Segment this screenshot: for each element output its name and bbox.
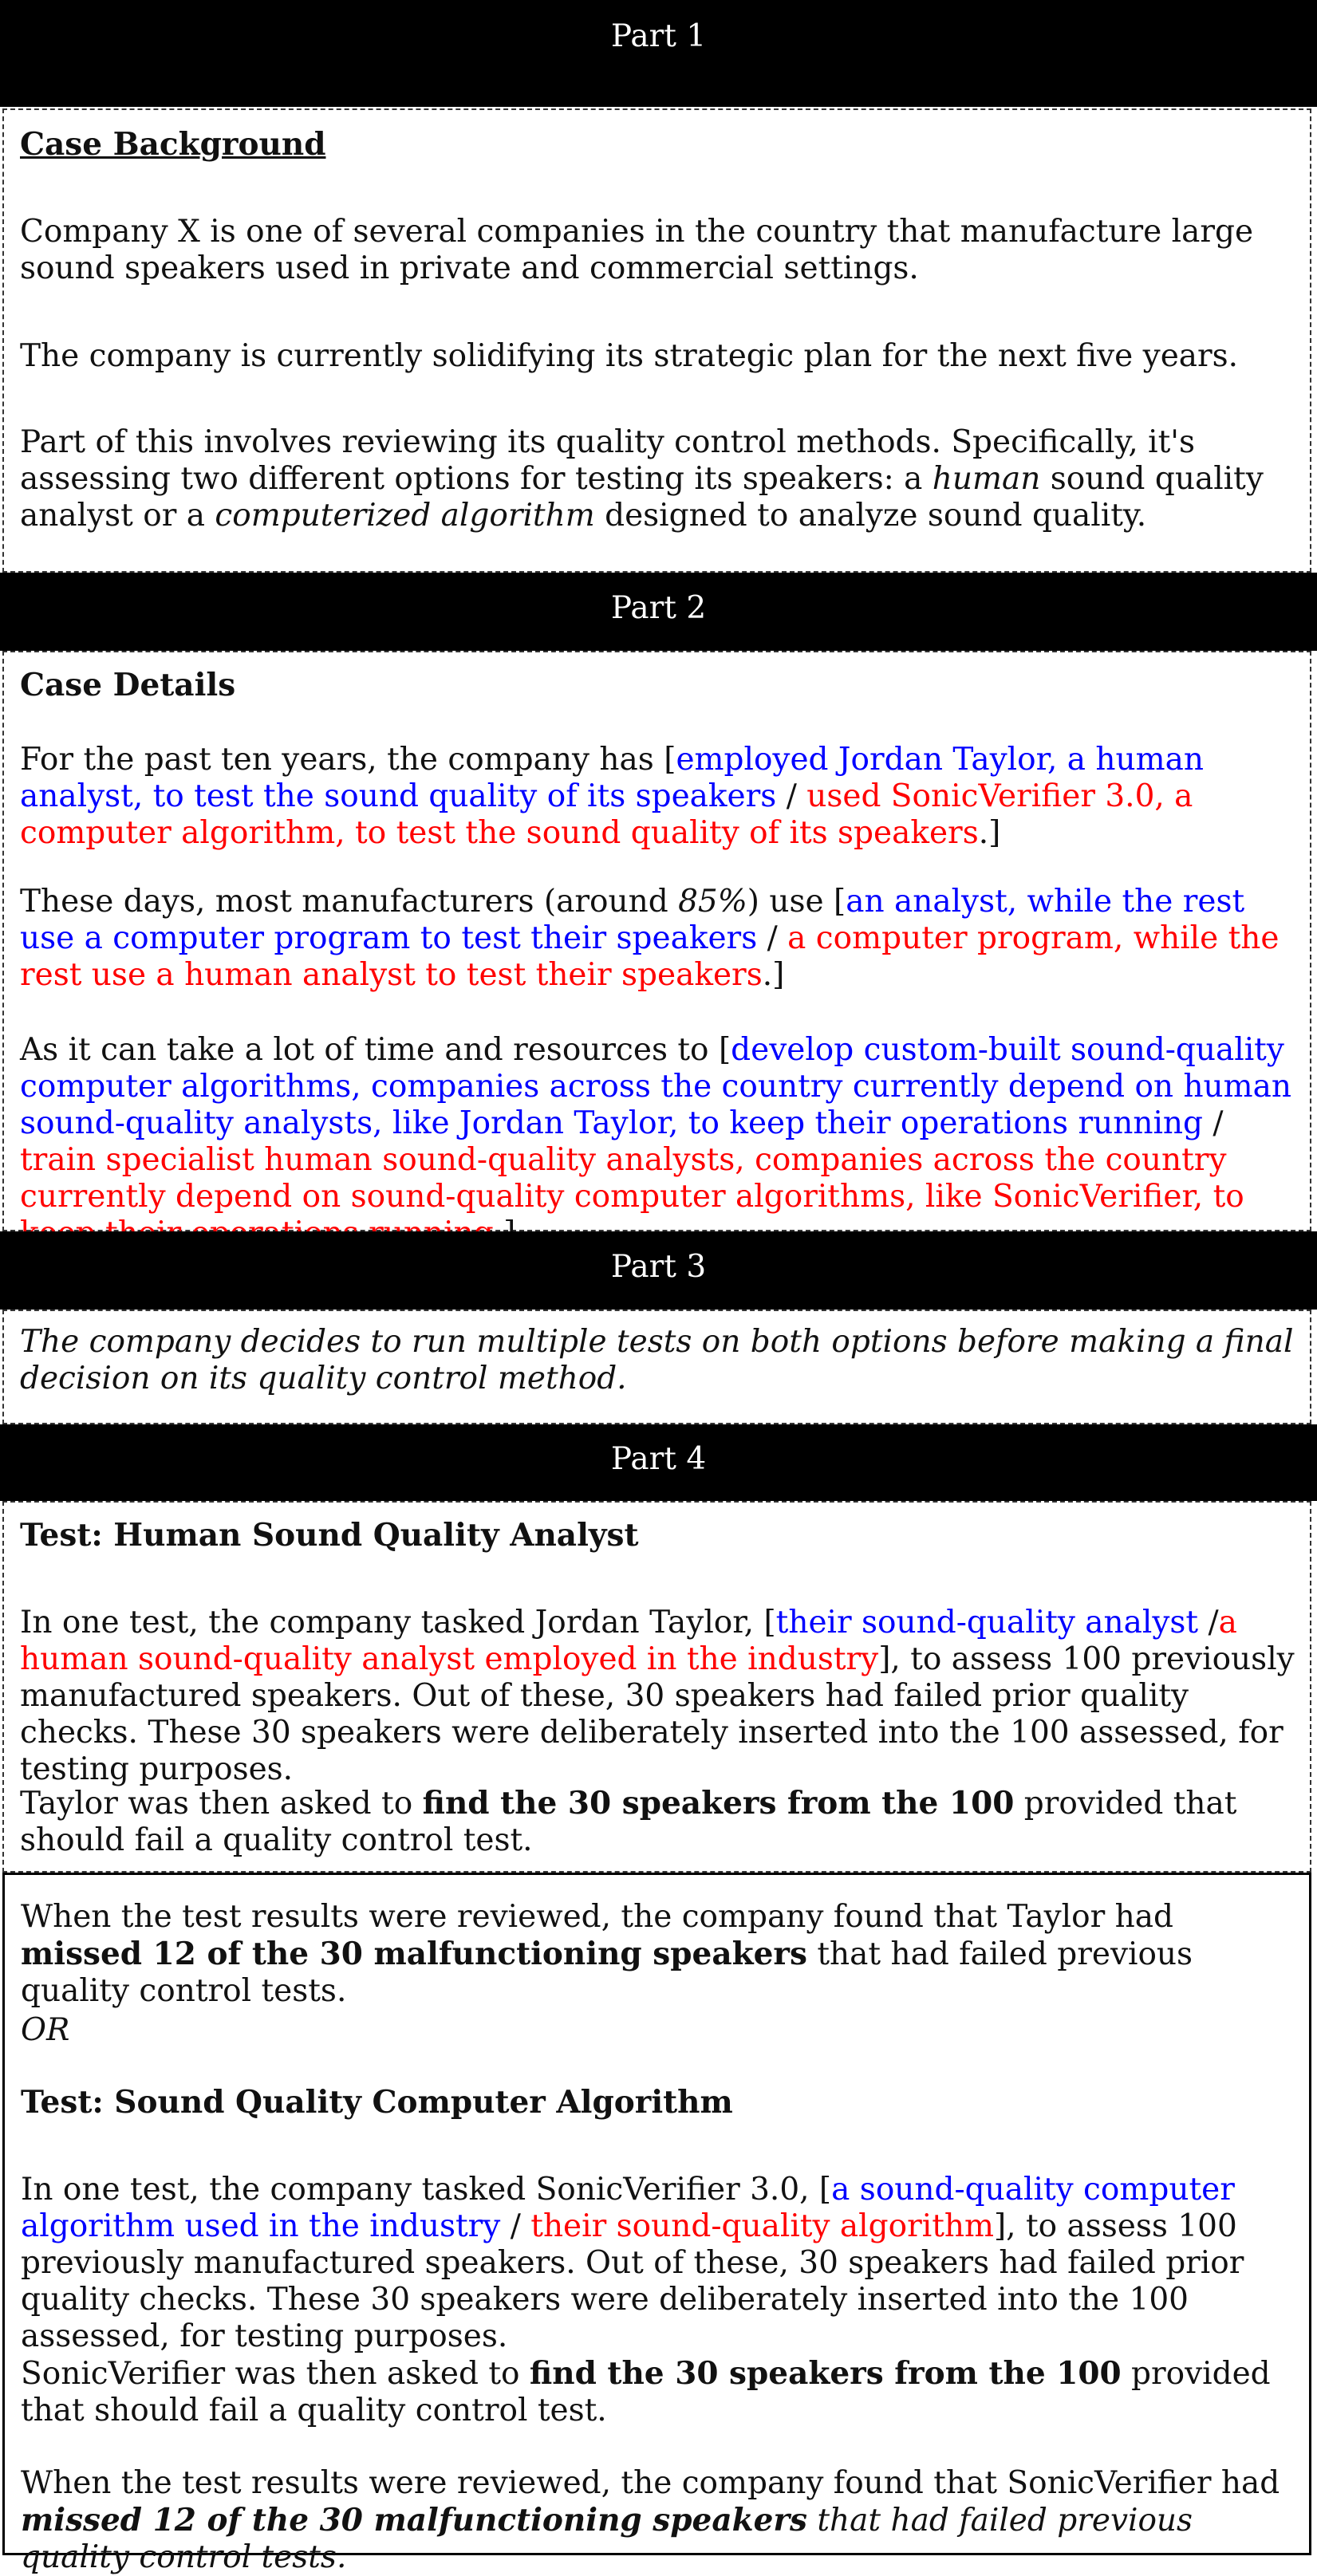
human-p1-text: In one test, the company tasked Jordan Taylor, [ — [20, 1605, 776, 1641]
results-and-algorithm-section — [2, 1873, 1311, 2575]
background-p3-text-b: sound quality analyst or a — [20, 461, 1264, 534]
case-background-section — [2, 108, 1311, 573]
algorithm-test-paragraph-1 — [21, 2172, 1296, 2355]
algorithm-p2-text-b: provided that should fail a quality control test. — [21, 2356, 1271, 2428]
option-a-text: develop custom-built sound-quality computer algorithms, companies across the country currently depend on human sound-quality analysts, like Jordan Taylor, to keep their operations running — [20, 1032, 1292, 1141]
human-test-heading: Test: Human Sound Quality Analyst — [20, 1517, 639, 1554]
option-a-text: an analyst, while the rest use a computer program to test their speakers — [20, 884, 1245, 956]
human-result-text-b: that had failed previous quality control tests. — [21, 1936, 1193, 2009]
algorithm-test-paragraph-2 — [21, 2355, 1296, 2429]
algorithm-p1-text-b: ], to assess 100 previously manufactured speakers. Out of these, 30 speakers had failed prior quality checks. These 30 speakers were deliberately inserted into the 100 assessed, for testing purposes. — [21, 2208, 1244, 2354]
details-p2-text: These days, most manufacturers (around — [20, 884, 679, 920]
algorithm-result-paragraph — [21, 2465, 1296, 2576]
background-paragraph-1: Company X is one of several companies in the country that manufacture large sound speakers used in private and commercial settings. — [20, 214, 1254, 286]
task-emphasis: find the 30 speakers from the 100 — [529, 2355, 1122, 2392]
option-b-text: a computer program, while the rest use a human analyst to test their speakers — [20, 920, 1280, 993]
option-close: .] — [762, 957, 785, 993]
human-test-paragraph-2 — [20, 1785, 1297, 1859]
details-paragraph-2 — [20, 884, 1297, 994]
task-emphasis: find the 30 speakers from the 100 — [422, 1785, 1015, 1822]
decision-text: The company decides to run multiple tests on both options before making a final decision on its quality control method. — [20, 1324, 1294, 1396]
option-b-text: their sound-quality algorithm — [530, 2208, 994, 2244]
decision-section — [2, 1310, 1311, 1424]
algorithm-emphasis: computerized algorithm — [215, 498, 595, 534]
option-separator: / — [1198, 1605, 1219, 1641]
part-3-header — [0, 1231, 1317, 1310]
case-background-heading: Case Background — [20, 126, 326, 163]
case-details-heading: Case Details — [20, 667, 236, 703]
background-p3-text-c: designed to analyze sound quality. — [594, 498, 1147, 534]
option-close: .] — [978, 815, 1001, 851]
part-2-header — [0, 573, 1317, 651]
details-paragraph-1 — [20, 742, 1297, 852]
human-result-paragraph — [21, 1899, 1296, 2010]
percent-value: 85% — [678, 884, 747, 920]
result-emphasis: missed 12 of the 30 malfunctioning speakers — [21, 2502, 807, 2539]
option-a-text: their sound-quality analyst — [775, 1605, 1199, 1641]
option-a-text: employed Jordan Taylor, a human analyst, to test the sound quality of its speakers — [20, 742, 1204, 814]
part-4-label: Part 4 — [610, 1441, 707, 1477]
human-p2-text: Taylor was then asked to — [20, 1786, 423, 1822]
human-test-section — [2, 1501, 1311, 1873]
option-separator: / — [500, 2208, 531, 2244]
background-paragraph-3 — [20, 424, 1297, 534]
option-separator: / — [1203, 1105, 1224, 1141]
background-paragraph-2: The company is currently solidifying its strategic plan for the next five years. — [20, 338, 1239, 374]
part-2-label: Part 2 — [610, 590, 707, 626]
algorithm-result-text: When the test results were reviewed, the company found that SonicVerifier had — [21, 2465, 1280, 2501]
part-1-label: Part 1 — [610, 18, 707, 54]
part-1-header — [0, 0, 1317, 107]
option-b-text: train specialist human sound-quality analysts, companies across the country currently depend on sound-quality computer algorithms, like SonicVerifier, to — [20, 1142, 1244, 1215]
human-p2-text-b: provided that should fail a quality control test. — [20, 1786, 1237, 1858]
algorithm-p1-text: In one test, the company tasked SonicVerifier 3.0, [ — [21, 2172, 832, 2208]
details-paragraph-3 — [20, 1032, 1297, 1252]
or-divider: OR — [21, 2012, 70, 2048]
details-p2-text-b: ) use [ — [747, 884, 846, 920]
algorithm-result-text-b: that had failed previous quality control tests. — [21, 2503, 1193, 2575]
human-test-paragraph-1 — [20, 1605, 1297, 1788]
result-emphasis: missed 12 of the 30 malfunctioning speakers — [21, 1936, 807, 1972]
details-p3-text: As it can take a lot of time and resources to [ — [20, 1032, 731, 1068]
option-b-text: used SonicVerifier 3.0, a computer algorithm, to test the sound quality of its speakers — [20, 778, 1193, 851]
human-emphasis: human — [932, 461, 1041, 497]
details-p1-text: For the past ten years, the company has [ — [20, 742, 676, 778]
option-a-text: a sound-quality computer algorithm used in the industry — [21, 2172, 1235, 2244]
human-p1-text-b: ], to assess 100 previously manufactured speakers. Out of these, 30 speakers had failed prior quality checks. These 30 speakers were deliberately inserted into the 100 assessed, for testing purposes. — [20, 1641, 1295, 1787]
option-separator: / — [757, 920, 788, 956]
part-3-label: Part 3 — [610, 1249, 707, 1285]
part-4-header — [0, 1424, 1317, 1501]
option-b-text: a human sound-quality analyst employed in the industry — [20, 1605, 1237, 1677]
background-p3-text-a: Part of this involves reviewing its quality control methods. Specifically, it's assessing two different options for testing its speakers: a — [20, 424, 1195, 497]
algorithm-p2-text: SonicVerifier was then asked to — [21, 2356, 530, 2392]
algorithm-test-heading: Test: Sound Quality Computer Algorithm — [21, 2084, 733, 2121]
case-details-section — [2, 651, 1311, 1231]
human-result-text: When the test results were reviewed, the company found that Taylor had — [21, 1899, 1173, 1935]
option-separator: / — [776, 778, 807, 814]
